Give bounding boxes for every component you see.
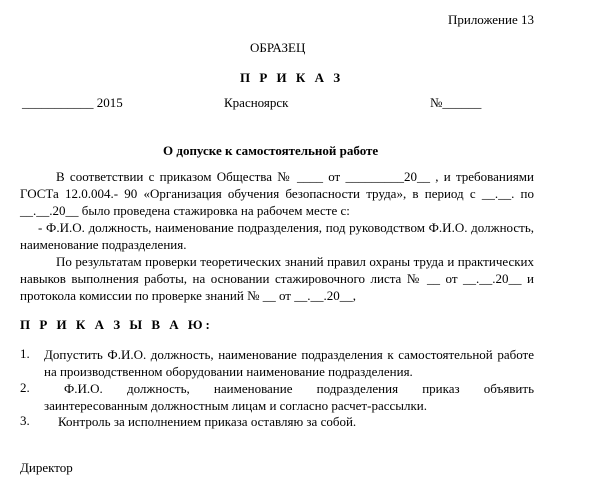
sample-label: ОБРАЗЕЦ	[250, 40, 306, 55]
signature-title: Директор	[20, 460, 73, 475]
item-number: 2.	[20, 380, 30, 395]
item-number: 1.	[20, 346, 30, 361]
paragraph-basis: В соответствии с приказом Общества № ____ от _________20__ , и требованиями ГОСТа 12.0.004.- 90 «Организация обучения безопасности труда», в период с __.__. по __.__.20__ было проведена стажировка на рабочем месте с:	[20, 169, 534, 218]
item-text: Допустить Ф.И.О. должность, наименование подразделения к самостоятельной работе на производственном оборудовании наименование подразделения.	[44, 347, 534, 379]
appendix-label: Приложение 13	[447, 12, 534, 27]
paragraph-results: По результатам проверки теоретических знаний правил охраны труда и практических навыков выполнения работы, на основании стажировочного листа № __ от __.__.20__ и протокола комиссии по проверке знаний № __ от __.__.20__,	[20, 254, 534, 303]
item-text: Контроль за исполнением приказа оставляю за собой.	[58, 414, 357, 429]
document-city: Красноярск	[224, 95, 289, 110]
item-number: 3.	[20, 413, 30, 428]
document-number: №______	[430, 95, 482, 110]
paragraph-trainee: - Ф.И.О. должность, наименование подразделения, под руководством Ф.И.О. должность, наименование подразделения.	[20, 220, 534, 252]
order-subject: О допуске к самостоятельной работе	[163, 143, 379, 158]
document-date: ___________ 2015	[22, 95, 123, 110]
document-title: П Р И К А З	[240, 70, 344, 85]
order-heading: П Р И К А З Ы В А Ю:	[20, 317, 213, 332]
item-text: Ф.И.О. должность, наименование подразделения приказ объявить заинтересованным должностным лицам и согласно расчет-рассылки.	[44, 381, 534, 413]
